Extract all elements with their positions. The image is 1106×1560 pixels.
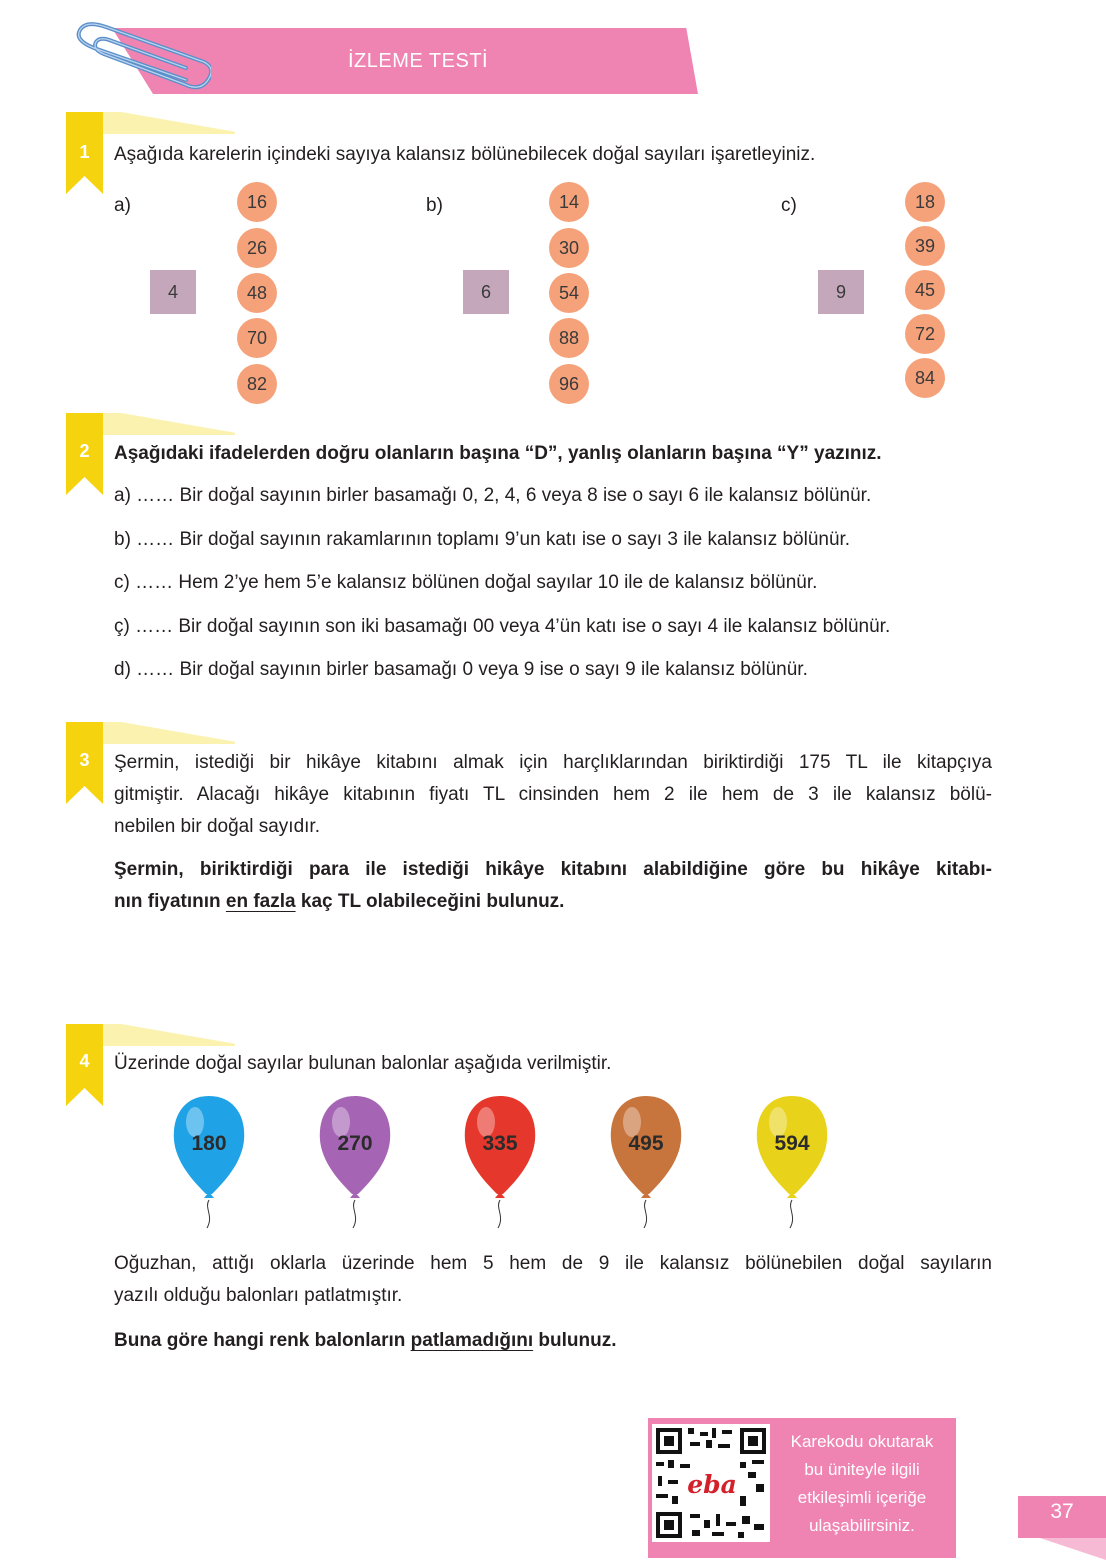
question-3-number: 3	[79, 750, 90, 770]
question-1-number: 1	[79, 142, 90, 162]
question-4-question	[114, 1330, 617, 1352]
group-b-number[interactable]: 30	[549, 228, 589, 268]
question-1-prompt: Aşağıda karelerin içindeki sayıya kalansız bölünebilecek doğal sayıları işaretleyiniz.	[114, 144, 816, 165]
group-c-label: c)	[781, 195, 797, 216]
paperclip-icon	[66, 18, 211, 94]
question-4-question-pre: Buna göre hangi renk balonların	[114, 1330, 411, 1351]
page-number: 37	[1050, 1500, 1074, 1523]
qr-caption-line-4: ulaşabilirsiniz.	[809, 1516, 915, 1535]
balloon-orange[interactable]	[605, 1090, 687, 1230]
eba-logo: eba	[687, 1470, 737, 1499]
group-a-label: a)	[114, 195, 131, 216]
group-b-number[interactable]: 54	[549, 273, 589, 313]
group-c-number[interactable]: 72	[905, 314, 945, 354]
group-a-divisor-box: 4	[150, 270, 196, 314]
balloon-purple[interactable]	[314, 1090, 396, 1230]
statement-a[interactable]: a) …… Bir doğal sayının birler basamağı 0, 2, 4, 6 veya 8 ise o sayı 6 ile kalansız bölünür.	[114, 485, 872, 506]
page-title: İZLEME TESTİ	[348, 50, 489, 72]
group-a-number[interactable]: 48	[237, 273, 277, 313]
question-3-line-3: nebilen bir doğal sayıdır.	[114, 816, 320, 837]
question-2-number: 2	[79, 441, 90, 461]
group-b-label: b)	[426, 195, 443, 216]
question-3-question-post: kaç TL olabileceğini bulunuz.	[295, 891, 565, 912]
statement-c[interactable]: c) …… Hem 2’ye hem 5’e kalansız bölünen doğal sayılar 10 ile de kalansız bölünür.	[114, 572, 818, 593]
question-4-tab-fold	[103, 1024, 235, 1046]
statement-c-cedilla[interactable]: ç) …… Bir doğal sayının son iki basamağı 00 veya 4’ün katı ise o sayı 4 ile kalansız bölünür.	[114, 616, 891, 637]
group-c-number[interactable]: 18	[905, 182, 945, 222]
balloon-red-number: 335	[482, 1132, 518, 1155]
question-4-number: 4	[79, 1051, 90, 1071]
balloon-purple-number: 270	[337, 1132, 373, 1155]
question-4-text-line-1: Oğuzhan, attığı oklarla üzerinde hem 5 hem de 9 ile kalansız bölünebilen doğal sayıların	[114, 1253, 992, 1274]
balloon-yellow-number: 594	[774, 1132, 810, 1155]
balloon-blue[interactable]	[168, 1090, 250, 1230]
qr-caption	[772, 1428, 952, 1540]
group-c-divisor-box: 9	[818, 270, 864, 314]
group-b-number[interactable]: 88	[549, 318, 589, 358]
question-2-prompt: Aşağıdaki ifadelerden doğru olanların başına “D”, yanlış olanların başına “Y” yazınız.	[114, 443, 882, 464]
question-3-line-1: Şermin, istediği bir hikâye kitabını almak için harçlıklarından biriktirdiği 175 TL ile kitapçıya	[114, 752, 992, 773]
question-4-question-post: bulunuz.	[533, 1330, 617, 1351]
qr-caption-line-3: etkileşimli içeriğe	[797, 1488, 927, 1507]
qr-caption-line-2: bu üniteyle ilgili	[804, 1460, 920, 1479]
group-a-number[interactable]: 70	[237, 318, 277, 358]
qr-caption-line-1: Karekodu okutarak	[790, 1432, 934, 1451]
group-c-number[interactable]: 84	[905, 358, 945, 398]
group-a-number[interactable]: 26	[237, 228, 277, 268]
question-4-prompt: Üzerinde doğal sayılar bulunan balonlar aşağıda verilmiştir.	[114, 1053, 612, 1074]
statement-b[interactable]: b) …… Bir doğal sayının rakamlarının toplamı 9’un katı ise o sayı 3 ile kalansız bölünür.	[114, 529, 851, 550]
question-3-question-line-1: Şermin, biriktirdiği para ile istediği hikâye kitabını alabildiğine göre bu hikâye kitabı-	[114, 859, 992, 880]
page-corner-decoration	[1040, 1538, 1106, 1560]
question-3-question-line-2	[114, 891, 564, 913]
question-3-question-pre: nın fiyatının	[114, 891, 226, 912]
group-a-number[interactable]: 82	[237, 364, 277, 404]
question-4-text-line-2: yazılı olduğu balonları patlatmıştır.	[114, 1285, 403, 1306]
group-b-number[interactable]: 96	[549, 364, 589, 404]
balloon-yellow[interactable]	[751, 1090, 833, 1230]
question-3-tab-fold	[103, 722, 235, 744]
statement-d[interactable]: d) …… Bir doğal sayının birler basamağı 0 veya 9 ise o sayı 9 ile kalansız bölünür.	[114, 659, 808, 680]
group-b-number[interactable]: 14	[549, 182, 589, 222]
group-b-divisor-box: 6	[463, 270, 509, 314]
question-1-tab-fold	[103, 112, 235, 134]
group-a-number[interactable]: 16	[237, 182, 277, 222]
question-3-line-2: gitmiştir. Alacağı hikâye kitabının fiyatı TL cinsinden hem 2 ile hem de 3 ile kalansız bölü-	[114, 784, 992, 805]
group-c-number[interactable]: 45	[905, 270, 945, 310]
balloon-orange-number: 495	[628, 1132, 664, 1155]
group-c-number[interactable]: 39	[905, 226, 945, 266]
balloon-red[interactable]	[459, 1090, 541, 1230]
question-4-underlined-word: patlamadığını	[410, 1330, 534, 1351]
question-2-tab-fold	[103, 413, 235, 435]
question-3-underlined-phrase: en fazla	[225, 891, 296, 912]
balloon-blue-number: 180	[191, 1132, 227, 1155]
